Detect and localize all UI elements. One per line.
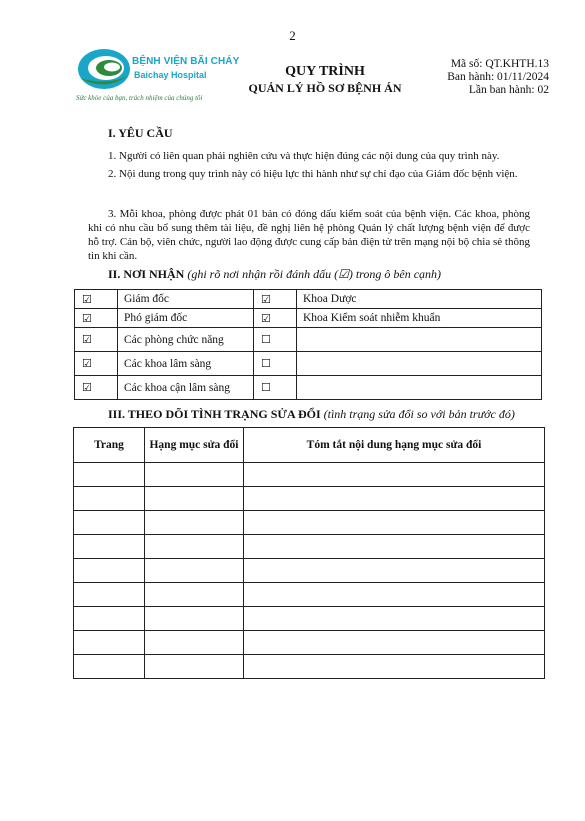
recipient-label-right	[297, 352, 542, 376]
recipient-checkbox-left[interactable]: ☑	[75, 290, 118, 309]
recipient-label-right	[297, 328, 542, 352]
revision-cell	[74, 631, 145, 655]
recipient-checkbox-left[interactable]: ☑	[75, 309, 118, 328]
revision-cell	[74, 487, 145, 511]
revision-cell	[74, 535, 145, 559]
recipient-label-left: Các khoa lâm sàng	[118, 352, 254, 376]
recipient-label-right: Khoa Kiểm soát nhiễm khuẩn	[297, 309, 542, 328]
revision-header-item: Hạng mục sửa đổi	[145, 428, 244, 463]
section2-heading-line	[108, 267, 441, 282]
meta-issued: Ban hành: 01/11/2024	[447, 71, 549, 83]
revision-cell	[244, 583, 545, 607]
recipient-checkbox-left[interactable]: ☑	[75, 376, 118, 400]
revision-row	[74, 631, 545, 655]
recipient-checkbox-left[interactable]: ☑	[75, 328, 118, 352]
section1-heading: I. YÊU CẦU	[108, 126, 173, 140]
revision-table	[73, 427, 545, 679]
meta-code: Mã số: QT.KHTH.13	[450, 58, 549, 70]
recipient-checkbox-right[interactable]: ☐	[254, 328, 297, 352]
section3-heading-line	[108, 407, 515, 422]
revision-row	[74, 511, 545, 535]
recipient-label-right: Khoa Dược	[297, 290, 542, 309]
revision-row	[74, 535, 545, 559]
revision-header-summary: Tóm tắt nội dung hạng mục sửa đổi	[244, 428, 545, 463]
revision-row	[74, 559, 545, 583]
requirement-2: 2. Nội dung trong quy trình này có hiệu lực thi hành như sự chỉ đạo của Giám đốc bệnh viện.	[108, 168, 518, 180]
revision-cell	[145, 631, 244, 655]
recipient-checkbox-right[interactable]: ☑	[254, 309, 297, 328]
recipient-label-left: Phó giám đốc	[118, 309, 254, 328]
revision-cell	[74, 607, 145, 631]
revision-row	[74, 655, 545, 679]
recipient-label-left: Các phòng chức năng	[118, 328, 254, 352]
revision-row	[74, 607, 545, 631]
revision-cell	[244, 559, 545, 583]
revision-cell	[145, 535, 244, 559]
revision-cell	[74, 583, 145, 607]
recipient-row	[75, 376, 542, 400]
revision-cell	[244, 511, 545, 535]
recipient-checkbox-left[interactable]: ☑	[75, 352, 118, 376]
revision-cell	[145, 655, 244, 679]
recipient-checkbox-right[interactable]: ☐	[254, 376, 297, 400]
requirement-1: 1. Người có liên quan phải nghiên cứu và thực hiện đúng các nội dung của quy trình này.	[108, 150, 500, 162]
recipient-checkbox-right[interactable]: ☐	[254, 352, 297, 376]
logo-slogan: Sức khỏe của bạn, trách nhiệm của chúng tôi	[76, 94, 203, 102]
revision-cell	[244, 631, 545, 655]
section2-heading: II. NƠI NHẬN	[108, 267, 185, 281]
logo-name-en: Baichay Hospital	[134, 70, 207, 80]
recipient-row	[75, 290, 542, 309]
revision-cell	[74, 655, 145, 679]
revision-cell	[145, 559, 244, 583]
recipients-table	[74, 289, 542, 400]
section2-note: (ghi rõ nơi nhận rồi đánh dấu (☑) trong ô bên cạnh)	[187, 267, 442, 281]
revision-cell	[244, 607, 545, 631]
revision-cell	[74, 463, 145, 487]
revision-cell	[145, 607, 244, 631]
revision-row	[74, 487, 545, 511]
requirement-3: 3. Mỗi khoa, phòng được phát 01 bản có đóng dấu kiểm soát của bệnh viện. Các khoa, phòng khi có nhu cầu bổ sung thêm tài liệu, đề nghị liên hệ phòng Quản lý chất lượng bệnh viện để được hỗ trợ. Cán bộ, viên chức, người lao động được cung cấp bản điện tử trên mạng nội bộ chia sẻ thông tin khi cần.	[88, 208, 530, 262]
revision-cell	[145, 583, 244, 607]
revision-cell	[74, 559, 145, 583]
document-title	[220, 64, 430, 96]
revision-cell	[244, 487, 545, 511]
recipient-label-left: Các khoa cận lâm sàng	[118, 376, 254, 400]
revision-cell	[145, 511, 244, 535]
revision-row	[74, 583, 545, 607]
revision-cell	[244, 463, 545, 487]
page-number: 2	[289, 28, 296, 43]
hospital-logo	[76, 46, 240, 106]
recipient-label-right	[297, 376, 542, 400]
title-sub: QUẢN LÝ HỒ SƠ BỆNH ÁN	[248, 81, 402, 95]
recipient-checkbox-right[interactable]: ☑	[254, 290, 297, 309]
title-main: QUY TRÌNH	[285, 64, 365, 79]
logo-emblem-icon	[76, 46, 132, 92]
document-meta	[447, 58, 549, 97]
revision-row	[74, 463, 545, 487]
revision-cell	[145, 463, 244, 487]
recipient-row	[75, 352, 542, 376]
recipient-row	[75, 309, 542, 328]
section3-heading: III. THEO DÕI TÌNH TRẠNG SỬA ĐỔI	[108, 407, 321, 421]
revision-cell	[145, 487, 244, 511]
revision-cell	[74, 511, 145, 535]
logo-name: BỆNH VIỆN BÃI CHÁY	[132, 56, 240, 67]
recipient-label-left: Giám đốc	[118, 290, 254, 309]
revision-header-page: Trang	[74, 428, 145, 463]
meta-revision: Lần ban hành: 02	[468, 84, 549, 96]
revision-cell	[244, 655, 545, 679]
recipient-row	[75, 328, 542, 352]
revision-cell	[244, 535, 545, 559]
section3-note: (tình trạng sửa đổi so với bản trước đó)	[323, 407, 515, 421]
